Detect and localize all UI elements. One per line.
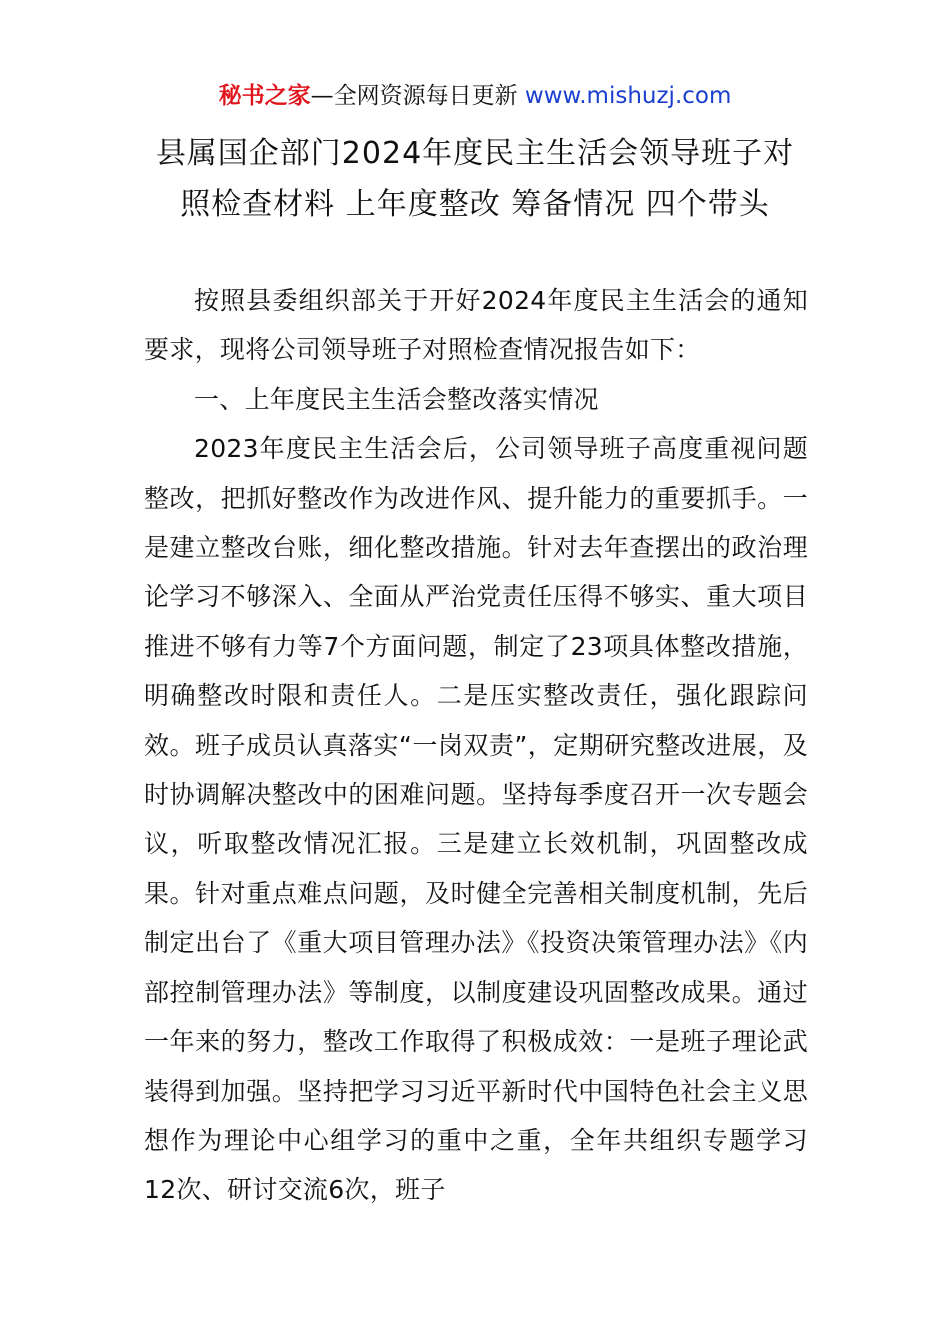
document-title [130,128,820,230]
document-title-line-2: 照检查材料 上年度整改 筹备情况 四个带头 [180,187,770,222]
intro-paragraph: 按照县委组织部关于开好2024年度民主生活会的通知要求，现将公司领导班子对照检查情况报告如下： [144,286,808,365]
watermark-header [0,80,950,112]
watermark-brand: 秘书之家 [218,83,311,109]
body-paragraph: 2023年度民主生活会后，公司领导班子高度重视问题整改，把抓好整改作为改进作风、提升能力的重要抓手。一是建立整改台账，细化整改措施。针对去年查摆出的政治理论学习不够深入、全面从严治党责任压得不够实、重大项目推进不够有力等7个方面问题，制定了23项具体整改措施，明确整改时限和责任人。二是压实整改责任，强化跟踪问效。班子成员认真落实“一岗双责”，定期研究整改进展，及时协调解决整改中的困难问题。坚持每季度召开一次专题会议，听取整改情况汇报。三是建立长效机制，巩固整改成果。针对重点难点问题，及时健全完善相关制度机制，先后制定出台了《重大项目管理办法》《投资决策管理办法》《内部控制管理办法》等制度，以制度建设巩固整改成果。通过一年来的努力，整改工作取得了积极成效：一是班子理论武装得到加强。坚持把学习习近平新时代中国特色社会主义思想作为理论中心组学习的重中之重，全年共组织专题学习12次、研讨交流6次，班子 [144,434,808,1205]
document-title-line-1: 县属国企部门2024年度民主生活会领导班子对 [155,136,795,171]
section-heading-1: 一、上年度民主生活会整改落实情况 [194,384,599,414]
watermark-url[interactable]: www.mishuzj.com [524,83,732,109]
document-body [144,276,808,1215]
watermark-tagline: —全网资源每日更新 [310,83,525,109]
